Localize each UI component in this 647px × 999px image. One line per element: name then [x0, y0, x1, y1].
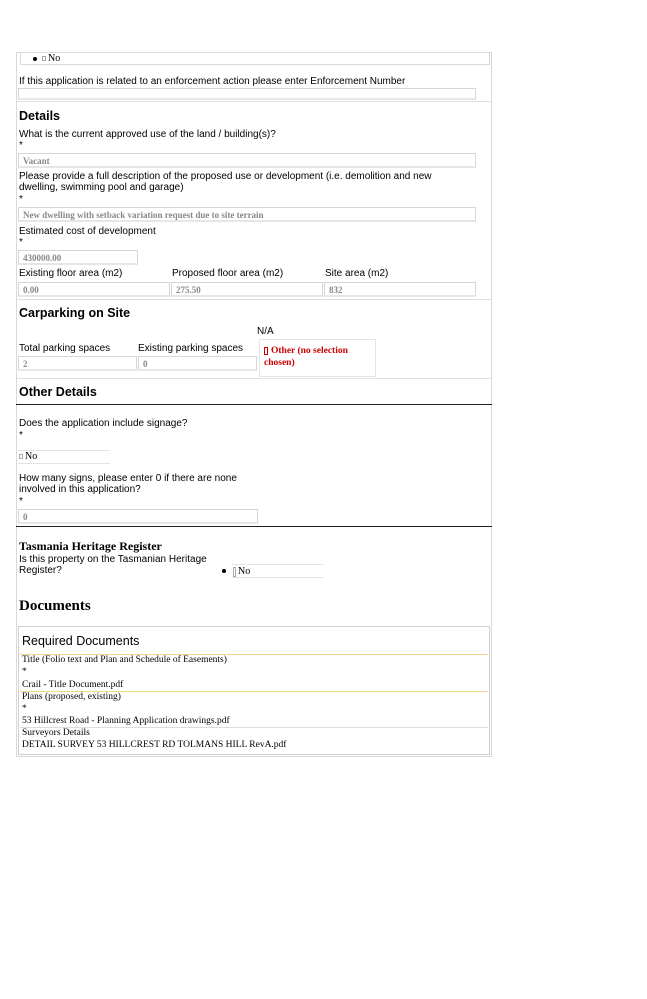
- document-title: Surveyors Details: [22, 728, 90, 738]
- description-label: Please provide a full description of the proposed use or development (i.e. demolition and new dwelling, swimming pool and garage): [19, 171, 432, 193]
- details-heading: Details: [19, 109, 60, 123]
- required-mark: *: [19, 430, 23, 441]
- carparking-heading: Carparking on Site: [19, 306, 131, 320]
- heritage-select-top: [232, 564, 324, 565]
- heritage-select[interactable]: [233, 566, 250, 577]
- required-mark: *: [22, 704, 27, 714]
- document-file-link[interactable]: Crail - Title Document.pdf: [22, 680, 124, 690]
- cost-input[interactable]: 430000.00: [18, 250, 138, 265]
- signage-value: No: [25, 451, 38, 462]
- required-mark: *: [19, 140, 23, 151]
- divider: [16, 378, 492, 379]
- proposed-floor-input[interactable]: 275.50: [171, 282, 323, 297]
- existing-floor-label: Existing floor area (m2): [19, 268, 123, 279]
- enforcement-radio-group: [20, 52, 490, 65]
- list-bullet: [33, 57, 37, 61]
- section-rule: [16, 404, 492, 405]
- heritage-heading: Tasmania Heritage Register: [19, 539, 162, 553]
- total-parking-label: Total parking spaces: [19, 343, 111, 354]
- existing-parking-input[interactable]: 0: [138, 356, 257, 371]
- document-file-link[interactable]: DETAIL SURVEY 53 HILLCREST RD TOLMANS HILL RevA.pdf: [22, 740, 287, 750]
- checkbox-icon[interactable]: [264, 347, 268, 355]
- other-checkbox[interactable]: [264, 345, 369, 369]
- required-mark: *: [19, 194, 23, 205]
- section-rule: [16, 526, 492, 527]
- enforcement-question: If this application is related to an enforcement action please enter Enforcement Number: [19, 76, 406, 87]
- other-details-heading: Other Details: [19, 385, 97, 399]
- signage-select-bottom: [18, 463, 110, 464]
- divider: [20, 727, 488, 728]
- cost-label: Estimated cost of development: [19, 226, 156, 237]
- enforcement-number-input[interactable]: [18, 88, 476, 100]
- site-area-label: Site area (m2): [325, 268, 389, 279]
- required-mark: *: [22, 667, 27, 677]
- other-checkbox-label: Other (no selection chosen): [264, 346, 348, 368]
- existing-parking-label: Existing parking spaces: [138, 343, 244, 354]
- signage-label: Does the application include signage?: [19, 418, 188, 429]
- document-file-link[interactable]: 53 Hillcrest Road - Planning Application drawings.pdf: [22, 716, 230, 726]
- site-area-input[interactable]: 832: [324, 282, 476, 297]
- heritage-select-bottom: [232, 577, 324, 578]
- document-title: Title (Folio text and Plan and Schedule of Easements): [22, 655, 227, 665]
- na-label: N/A: [257, 326, 274, 337]
- divider: [16, 101, 492, 102]
- signage-select[interactable]: [19, 451, 37, 462]
- existing-floor-input[interactable]: 0.00: [18, 282, 170, 297]
- current-use-label: What is the current approved use of the land / building(s)?: [19, 129, 276, 140]
- total-parking-input[interactable]: 2: [18, 356, 137, 371]
- divider: [16, 299, 492, 300]
- documents-heading: Documents: [19, 598, 91, 614]
- signs-count-label: How many signs, please enter 0 if there are none involved in this application?: [19, 473, 237, 495]
- description-input[interactable]: New dwelling with setback variation request due to site terrain: [18, 207, 476, 222]
- proposed-floor-label: Proposed floor area (m2): [172, 268, 284, 279]
- list-bullet: [222, 569, 226, 573]
- required-mark: *: [19, 237, 23, 248]
- radio-icon[interactable]: [42, 56, 46, 61]
- signs-count-input[interactable]: 0: [18, 509, 258, 524]
- enforcement-radio-no[interactable]: [42, 53, 60, 64]
- required-documents-heading: Required Documents: [22, 634, 140, 648]
- document-title: Plans (proposed, existing): [22, 692, 121, 702]
- heritage-value: No: [238, 566, 251, 577]
- radio-label: No: [48, 53, 61, 64]
- current-use-input[interactable]: Vacant: [18, 153, 476, 168]
- radio-icon[interactable]: [233, 567, 236, 577]
- radio-icon[interactable]: [19, 454, 23, 459]
- heritage-question: Is this property on the Tasmanian Heritage Register?: [19, 554, 207, 576]
- required-mark: *: [19, 496, 23, 507]
